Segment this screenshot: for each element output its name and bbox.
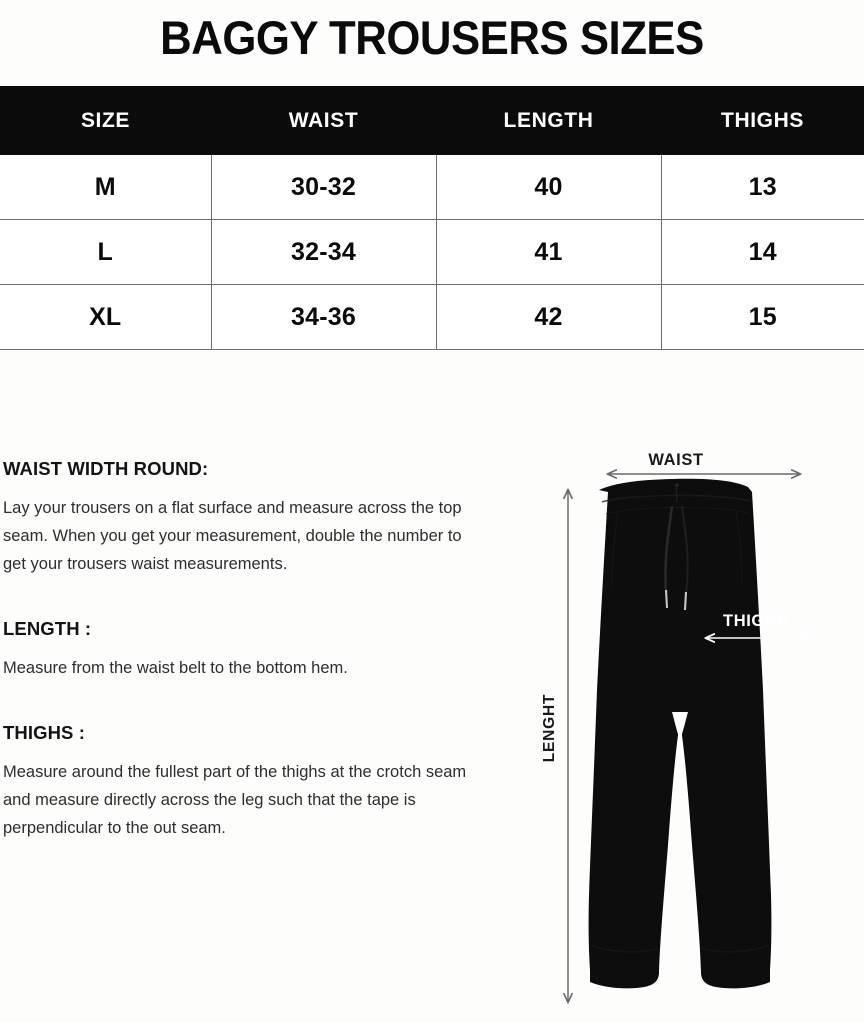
table-header-row <box>0 86 864 155</box>
instruction-body-thighs: Measure around the fullest part of the thighs at the crotch seam and measure directly across the leg such that the tape is perpendicular to the out seam. <box>3 763 467 837</box>
cell-waist: 30-32 <box>211 155 436 220</box>
column-header-thighs: THIGHS <box>661 86 864 155</box>
table-row <box>0 285 864 350</box>
size-chart-table <box>0 86 864 350</box>
cell-length: 40 <box>436 155 661 220</box>
measurement-instructions <box>3 458 493 842</box>
cell-waist: 32-34 <box>211 220 436 285</box>
cell-size: M <box>0 155 211 220</box>
thighs-dimension-label: THIGHS <box>723 612 789 630</box>
cell-length: 42 <box>436 285 661 350</box>
column-header-waist: WAIST <box>211 86 436 155</box>
cell-thighs: 14 <box>661 220 864 285</box>
instruction-body-length: Measure from the waist belt to the bottom hem. <box>3 659 348 677</box>
cell-size: XL <box>0 285 211 350</box>
instruction-heading-length: LENGTH : <box>3 618 92 639</box>
table-row <box>0 220 864 285</box>
column-header-length: LENGTH <box>436 86 661 155</box>
page-title: BAGGY TROUSERS SIZES <box>160 11 704 64</box>
instruction-body-waist: Lay your trousers on a flat surface and measure across the top seam. When you get your measurement, double the number to get your trousers waist measurements. <box>3 499 462 573</box>
trousers-illustration <box>589 479 772 989</box>
trousers-measurement-diagram <box>520 440 864 1020</box>
cell-waist: 34-36 <box>211 285 436 350</box>
waist-dimension-label: WAIST <box>648 451 704 469</box>
cell-thighs: 13 <box>661 155 864 220</box>
cell-size: L <box>0 220 211 285</box>
table-row <box>0 155 864 220</box>
column-header-size: SIZE <box>0 86 211 155</box>
length-dimension-label: LENGHT <box>541 693 558 763</box>
cell-length: 41 <box>436 220 661 285</box>
instruction-heading-waist: WAIST WIDTH ROUND: <box>3 458 209 479</box>
instruction-heading-thighs: THIGHS : <box>3 722 85 743</box>
cell-thighs: 15 <box>661 285 864 350</box>
